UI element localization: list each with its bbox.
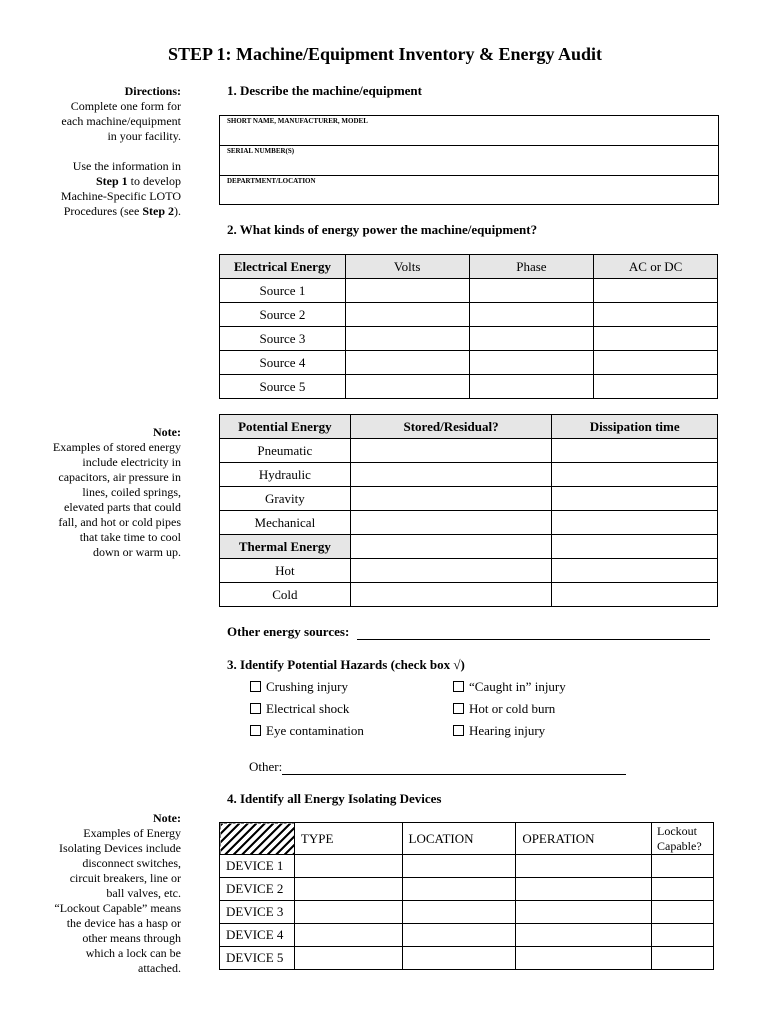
note-line: capacitors, air pressure in bbox=[58, 470, 181, 484]
note-line: circuit breakers, line or bbox=[69, 871, 181, 885]
directions-note bbox=[30, 84, 181, 219]
note-heading: Note: bbox=[153, 425, 181, 439]
directions-text: Procedures (see bbox=[63, 204, 143, 218]
table-cell[interactable] bbox=[350, 463, 552, 487]
note-line: disconnect switches, bbox=[82, 856, 181, 870]
table-cell[interactable] bbox=[469, 351, 594, 375]
table-cell[interactable] bbox=[552, 511, 718, 535]
table-cell[interactable] bbox=[552, 535, 718, 559]
table-cell[interactable] bbox=[469, 327, 594, 351]
page-title: STEP 1: Machine/Equipment Inventory & Energy Audit bbox=[167, 44, 603, 64]
note-line: the device has a hasp or bbox=[66, 916, 181, 930]
table-cell[interactable] bbox=[594, 375, 718, 399]
table-cell[interactable] bbox=[345, 375, 469, 399]
table-row bbox=[220, 947, 714, 970]
other-energy-input[interactable] bbox=[357, 625, 710, 640]
table-row bbox=[220, 878, 714, 901]
column-header: Stored/Residual? bbox=[350, 415, 552, 439]
other-hazard bbox=[249, 759, 626, 775]
note-line: fall, and hot or cold pipes bbox=[58, 515, 181, 529]
note-line: ball valves, etc. bbox=[106, 886, 181, 900]
isolating-devices-note bbox=[30, 811, 181, 976]
machine-description-box bbox=[219, 115, 719, 205]
table-row bbox=[220, 511, 718, 535]
column-header: OPERATION bbox=[516, 823, 652, 855]
electrical-energy-table bbox=[219, 254, 718, 399]
checkbox-icon[interactable] bbox=[453, 725, 464, 736]
row-label: Source 5 bbox=[220, 375, 346, 399]
directions-line: Complete one form for bbox=[70, 99, 181, 113]
table-cell[interactable] bbox=[402, 924, 516, 947]
table-row bbox=[220, 924, 714, 947]
table-row bbox=[220, 535, 718, 559]
hazard-label: Crushing injury bbox=[266, 679, 348, 694]
table-row bbox=[220, 901, 714, 924]
table-cell[interactable] bbox=[652, 947, 714, 970]
table-cell[interactable] bbox=[345, 351, 469, 375]
table-row bbox=[220, 303, 718, 327]
table-cell[interactable] bbox=[552, 487, 718, 511]
table-cell[interactable] bbox=[402, 878, 516, 901]
table-row bbox=[220, 855, 714, 878]
hazard-label: Hot or cold burn bbox=[469, 701, 556, 716]
table-cell[interactable] bbox=[652, 855, 714, 878]
column-header: TYPE bbox=[294, 823, 402, 855]
directions-line: in your facility. bbox=[107, 129, 181, 143]
row-label: Source 2 bbox=[220, 303, 346, 327]
row-label: Hot bbox=[220, 559, 351, 583]
checkbox-icon[interactable] bbox=[453, 681, 464, 692]
row-label: Source 3 bbox=[220, 327, 346, 351]
row-label: Hydraulic bbox=[220, 463, 351, 487]
row-label: Source 4 bbox=[220, 351, 346, 375]
table-row bbox=[220, 559, 718, 583]
stored-energy-note bbox=[30, 425, 181, 560]
short-name-field[interactable] bbox=[220, 116, 718, 146]
table-cell[interactable] bbox=[345, 327, 469, 351]
checkbox-icon[interactable] bbox=[250, 725, 261, 736]
section1-heading: 1. Describe the machine/equipment bbox=[227, 83, 422, 98]
table-cell[interactable] bbox=[552, 439, 718, 463]
table-cell[interactable] bbox=[350, 511, 552, 535]
table-cell[interactable] bbox=[516, 878, 652, 901]
column-header: Dissipation time bbox=[552, 415, 718, 439]
column-header: Electrical Energy bbox=[220, 255, 346, 279]
note-line: elevated parts that could bbox=[64, 500, 181, 514]
table-row bbox=[220, 487, 718, 511]
serial-number-field[interactable] bbox=[220, 146, 718, 176]
other-energy-sources bbox=[227, 624, 710, 640]
row-label: DEVICE 5 bbox=[220, 947, 295, 970]
potential-energy-table bbox=[219, 414, 718, 607]
section4-heading: 4. Identify all Energy Isolating Devices bbox=[227, 791, 442, 806]
note-line: Examples of stored energy bbox=[52, 440, 181, 454]
other-energy-label: Other energy sources: bbox=[227, 624, 350, 639]
note-line: down or warm up. bbox=[93, 545, 181, 559]
table-cell[interactable] bbox=[345, 279, 469, 303]
table-cell[interactable] bbox=[469, 375, 594, 399]
note-line: include electricity in bbox=[82, 455, 181, 469]
directions-text: to develop bbox=[127, 174, 181, 188]
note-line: Isolating Devices include bbox=[59, 841, 181, 855]
table-row bbox=[220, 351, 718, 375]
table-cell[interactable] bbox=[345, 303, 469, 327]
table-cell[interactable] bbox=[350, 559, 552, 583]
other-hazard-input[interactable] bbox=[282, 761, 626, 775]
hazard-label: Eye contamination bbox=[266, 723, 364, 738]
column-header: Potential Energy bbox=[220, 415, 351, 439]
table-cell[interactable] bbox=[350, 535, 552, 559]
table-row bbox=[220, 463, 718, 487]
field-label: DEPARTMENT/LOCATION bbox=[227, 177, 316, 185]
table-cell[interactable] bbox=[402, 947, 516, 970]
note-line: which a lock can be bbox=[85, 946, 181, 960]
department-location-field[interactable] bbox=[220, 176, 718, 205]
field-label: SERIAL NUMBER(S) bbox=[227, 147, 295, 155]
row-label: Source 1 bbox=[220, 279, 346, 303]
column-header: LOCATION bbox=[402, 823, 516, 855]
hazard-checkbox[interactable] bbox=[250, 679, 348, 695]
checkbox-icon[interactable] bbox=[453, 703, 464, 714]
hatched-corner-cell bbox=[220, 823, 295, 855]
table-cell[interactable] bbox=[402, 855, 516, 878]
row-label: Cold bbox=[220, 583, 351, 607]
directions-line: Use the information in bbox=[72, 159, 181, 173]
note-line: lines, coiled springs, bbox=[82, 485, 181, 499]
row-label: Gravity bbox=[220, 487, 351, 511]
directions-heading: Directions: bbox=[124, 84, 181, 98]
other-hazard-label: Other: bbox=[249, 759, 283, 774]
column-header: Lockout Capable? bbox=[652, 823, 714, 855]
row-label: Pneumatic bbox=[220, 439, 351, 463]
hazard-label: Electrical shock bbox=[266, 701, 350, 716]
table-cell[interactable] bbox=[552, 463, 718, 487]
note-line: other means through bbox=[82, 931, 181, 945]
table-row bbox=[220, 327, 718, 351]
table-cell[interactable] bbox=[294, 901, 402, 924]
column-header: AC or DC bbox=[594, 255, 718, 279]
thermal-energy-header: Thermal Energy bbox=[220, 535, 351, 559]
table-cell[interactable] bbox=[652, 878, 714, 901]
directions-text: ). bbox=[174, 204, 181, 218]
table-cell[interactable] bbox=[552, 559, 718, 583]
table-cell[interactable] bbox=[516, 924, 652, 947]
table-cell[interactable] bbox=[294, 878, 402, 901]
note-line: that take time to cool bbox=[79, 530, 181, 544]
table-cell[interactable] bbox=[516, 855, 652, 878]
table-cell[interactable] bbox=[594, 327, 718, 351]
table-cell[interactable] bbox=[594, 351, 718, 375]
table-cell[interactable] bbox=[652, 924, 714, 947]
isolating-devices-table bbox=[219, 822, 714, 970]
section2-heading: 2. What kinds of energy power the machine/equipment? bbox=[227, 222, 538, 237]
row-label: DEVICE 3 bbox=[220, 901, 295, 924]
table-cell[interactable] bbox=[402, 901, 516, 924]
note-line: “Lockout Capable” means bbox=[54, 901, 181, 915]
table-cell[interactable] bbox=[594, 279, 718, 303]
checkbox-icon[interactable] bbox=[250, 703, 261, 714]
row-label: DEVICE 4 bbox=[220, 924, 295, 947]
field-label: SHORT NAME, MANUFACTURER, MODEL bbox=[227, 117, 368, 125]
note-heading: Note: bbox=[153, 811, 181, 825]
table-cell[interactable] bbox=[294, 855, 402, 878]
directions-line bbox=[30, 174, 181, 189]
hazard-checkbox[interactable] bbox=[250, 723, 364, 739]
column-header: Volts bbox=[345, 255, 469, 279]
table-cell[interactable] bbox=[350, 439, 552, 463]
row-label: DEVICE 1 bbox=[220, 855, 295, 878]
hazard-label: Hearing injury bbox=[469, 723, 546, 738]
table-cell[interactable] bbox=[469, 279, 594, 303]
hazard-label: “Caught in” injury bbox=[469, 679, 566, 694]
hazard-checkbox[interactable] bbox=[453, 679, 566, 695]
table-row bbox=[220, 583, 718, 607]
note-line: Examples of Energy bbox=[83, 826, 181, 840]
directions-line: Machine-Specific LOTO bbox=[60, 189, 181, 203]
hazard-checkbox[interactable] bbox=[250, 701, 349, 717]
table-row bbox=[220, 279, 718, 303]
table-cell[interactable] bbox=[350, 487, 552, 511]
hazard-checkbox[interactable] bbox=[453, 701, 555, 717]
table-cell[interactable] bbox=[516, 901, 652, 924]
row-label: Mechanical bbox=[220, 511, 351, 535]
table-cell[interactable] bbox=[594, 303, 718, 327]
table-cell[interactable] bbox=[294, 947, 402, 970]
directions-line bbox=[30, 204, 181, 219]
table-cell[interactable] bbox=[350, 583, 552, 607]
row-label: DEVICE 2 bbox=[220, 878, 295, 901]
step2-ref: Step 2 bbox=[142, 204, 174, 218]
directions-line: each machine/equipment bbox=[61, 114, 181, 128]
table-cell[interactable] bbox=[652, 901, 714, 924]
table-cell[interactable] bbox=[294, 924, 402, 947]
checkbox-icon[interactable] bbox=[250, 681, 261, 692]
section3-heading: 3. Identify Potential Hazards (check box √) bbox=[227, 657, 465, 672]
hazard-checkbox[interactable] bbox=[453, 723, 545, 739]
step1-ref: Step 1 bbox=[96, 174, 128, 188]
table-row bbox=[220, 439, 718, 463]
table-cell[interactable] bbox=[469, 303, 594, 327]
table-cell[interactable] bbox=[552, 583, 718, 607]
table-cell[interactable] bbox=[516, 947, 652, 970]
table-row bbox=[220, 375, 718, 399]
column-header: Phase bbox=[469, 255, 594, 279]
note-line: attached. bbox=[138, 961, 181, 975]
